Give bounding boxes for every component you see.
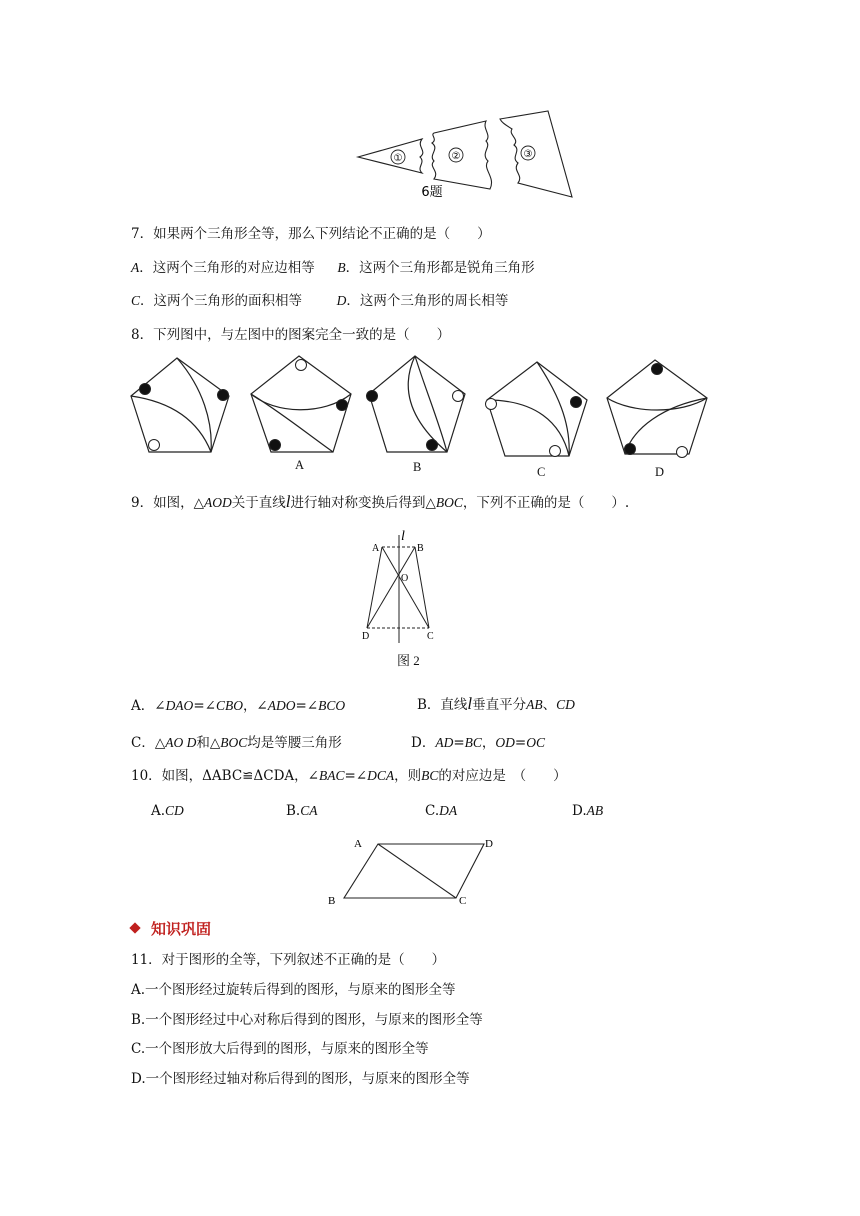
- q7-b-letter: B: [337, 260, 346, 275]
- q10-stem-eq: =∠: [344, 768, 368, 784]
- q7-b-text: ．这两个三角形都是锐角三角形: [345, 260, 535, 276]
- q9-fig-o: O: [401, 573, 409, 584]
- q9-option-b: B．直线l垂直平分AB、CD: [417, 694, 575, 713]
- q10-stem-post: 的对应边是 （ ）: [438, 768, 567, 784]
- q7-stem: 7．如果两个三角形全等，那么下列结论不正确的是（ ）: [131, 226, 491, 242]
- fig6-piece-2: [432, 121, 492, 189]
- q7-c-text: ．这两个三角形的面积相等: [140, 293, 303, 309]
- q10-fig-d: D: [485, 838, 493, 850]
- q9-stem-post: ，下列不正确的是（ ）.: [462, 495, 630, 511]
- q8-label-d: D: [655, 465, 665, 479]
- section-heading: [131, 918, 211, 939]
- q7-a-letter: A: [131, 260, 140, 275]
- q9-option-a: A．∠DAO=∠CBO，∠ADO=∠BCO: [131, 698, 346, 714]
- fig6-caption: 6题: [421, 185, 443, 200]
- section-title: 知识巩固: [151, 920, 212, 938]
- q7-d-text: ．这两个三角形的周长相等: [346, 293, 509, 309]
- q10-option-b: B.CA: [286, 803, 318, 819]
- q11-option-c: C.一个图形放大后得到的图形，与原来的图形全等: [131, 1041, 429, 1057]
- fig6-piece-1: [358, 139, 423, 173]
- q8-pentagon-c: [487, 362, 587, 456]
- q8-label-b: B: [413, 460, 422, 474]
- q7-options-cd: [131, 292, 508, 310]
- q10-stem: [131, 767, 567, 785]
- diamond-bullet-icon: [129, 922, 140, 933]
- q10-bac: BAC: [318, 768, 345, 783]
- q10-option-a: A.CD: [151, 803, 184, 819]
- q7-d-letter: D: [336, 293, 347, 308]
- fig6-label-3: ③: [523, 149, 533, 160]
- q11-option-a: A.一个图形经过旋转后得到的图形，与原来的图形全等: [131, 982, 456, 998]
- q9-boc: BOC: [435, 495, 463, 510]
- fig6-piece-3: [500, 111, 572, 197]
- q9-fig-c: C: [427, 631, 434, 642]
- q9-stem-mid2: 进行轴对称变换后得到△: [290, 495, 436, 511]
- q9-stem-pre: 9．如图，△: [131, 495, 204, 511]
- fig6-broken-triangle: [350, 105, 580, 205]
- q10-parallelogram: [322, 832, 502, 912]
- q7-c-letter: C: [131, 293, 141, 308]
- fig6-label-1: ①: [393, 153, 403, 164]
- q7-options-ab: [131, 259, 535, 277]
- q11-stem: 11．对于图形的全等，下列叙述不正确的是（ ）: [131, 952, 446, 968]
- q9-option-d: D．AD=BC，OD=OC: [411, 735, 545, 751]
- q9-fig-a: A: [372, 543, 380, 554]
- q10-fig-c: C: [459, 895, 467, 907]
- q9-fig-l: l: [401, 529, 405, 544]
- q10-dca: DCA: [367, 768, 395, 783]
- q10-option-d: D.AB: [572, 803, 604, 819]
- q10-fig-a: A: [354, 838, 362, 850]
- q9-line-l: l: [285, 492, 291, 511]
- q8-label-c: C: [537, 465, 546, 479]
- q10-fig-b: B: [328, 895, 336, 907]
- q9-stem: [131, 493, 629, 512]
- q8-pentagon-b: [369, 356, 465, 452]
- q9-figure: [355, 525, 445, 650]
- q10-stem-mid: ，则: [394, 768, 422, 784]
- q8-stem: 8．下列图中，与左图中的图案完全一致的是（ ）: [131, 327, 451, 343]
- fig6-label-2: ②: [451, 151, 461, 162]
- q8-pentagons: [125, 352, 720, 482]
- q9-aod: AOD: [203, 495, 232, 510]
- q9-fig-d: D: [362, 631, 370, 642]
- q11-option-b: B.一个图形经过中心对称后得到的图形，与原来的图形全等: [131, 1012, 483, 1028]
- q11-option-d: D.一个图形经过轴对称后得到的图形，与原来的图形全等: [131, 1071, 470, 1087]
- q9-stem-mid: 关于直线: [231, 495, 286, 511]
- q7-a-text: ．这两个三角形的对应边相等: [139, 260, 315, 276]
- q10-option-c: C.DA: [425, 803, 458, 819]
- q10-stem-pre: 10．如图，ΔABC≌ΔCDA，∠: [131, 768, 319, 784]
- q9-option-c: C．△AO D和△BOC均是等腰三角形: [131, 735, 342, 751]
- q8-label-a: A: [295, 458, 305, 472]
- q8-original-pentagon: [131, 358, 229, 452]
- q10-bc: BC: [421, 768, 439, 783]
- q9-fig-caption: 图 2: [397, 653, 420, 668]
- q9-fig-b: B: [417, 543, 424, 554]
